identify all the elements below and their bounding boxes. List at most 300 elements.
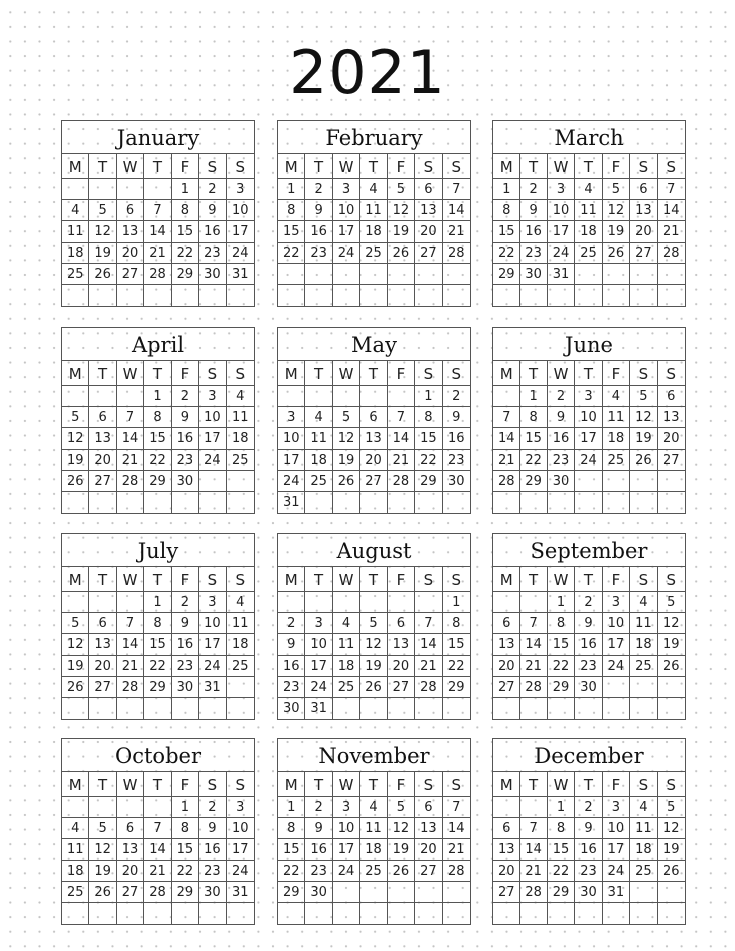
empty-cell [575, 903, 602, 924]
day-cell: 1 [278, 179, 305, 200]
empty-cell [227, 471, 254, 492]
day-cell: 27 [415, 243, 442, 264]
day-cell: 2 [575, 592, 602, 613]
weekday-header: W [548, 567, 575, 592]
day-cell: 3 [603, 797, 630, 818]
empty-cell [630, 471, 657, 492]
day-cell: 3 [333, 179, 360, 200]
empty-cell [603, 698, 630, 719]
empty-cell [144, 179, 171, 200]
day-cell: 16 [199, 839, 226, 860]
weekday-header: F [388, 361, 415, 386]
day-cell: 15 [415, 428, 442, 449]
empty-cell [360, 698, 387, 719]
day-cell: 18 [603, 428, 630, 449]
empty-cell [199, 903, 226, 924]
day-cell: 29 [415, 471, 442, 492]
month-grid [278, 567, 470, 719]
empty-cell [117, 903, 144, 924]
month-name: March [493, 121, 685, 154]
day-cell: 24 [548, 243, 575, 264]
weekday-header: S [630, 772, 657, 797]
day-cell: 24 [603, 656, 630, 677]
day-cell: 6 [415, 179, 442, 200]
day-cell: 9 [199, 818, 226, 839]
day-cell: 23 [278, 677, 305, 698]
weekday-header: T [520, 772, 547, 797]
month-grid [493, 567, 685, 719]
day-cell: 28 [520, 677, 547, 698]
day-cell: 26 [658, 861, 685, 882]
empty-cell [360, 285, 387, 306]
day-cell: 2 [443, 386, 470, 407]
day-cell: 26 [388, 243, 415, 264]
weekday-header: W [333, 361, 360, 386]
day-cell: 5 [658, 592, 685, 613]
day-cell: 4 [360, 179, 387, 200]
day-cell: 9 [443, 407, 470, 428]
month-name: July [62, 534, 254, 567]
empty-cell [443, 492, 470, 513]
day-cell: 12 [62, 634, 89, 655]
empty-cell [520, 797, 547, 818]
empty-cell [415, 592, 442, 613]
empty-cell [603, 471, 630, 492]
empty-cell [227, 492, 254, 513]
day-cell: 19 [333, 450, 360, 471]
day-cell: 6 [117, 200, 144, 221]
month-name: May [278, 328, 470, 361]
day-cell: 4 [630, 797, 657, 818]
day-cell: 29 [172, 882, 199, 903]
day-cell: 20 [117, 243, 144, 264]
day-cell: 27 [388, 677, 415, 698]
empty-cell [199, 471, 226, 492]
empty-cell [520, 592, 547, 613]
day-cell: 8 [493, 200, 520, 221]
day-cell: 13 [658, 407, 685, 428]
day-cell: 6 [89, 613, 116, 634]
day-cell: 26 [388, 861, 415, 882]
day-cell: 10 [199, 407, 226, 428]
day-cell: 1 [520, 386, 547, 407]
day-cell: 10 [603, 613, 630, 634]
day-cell: 12 [333, 428, 360, 449]
day-cell: 7 [443, 797, 470, 818]
empty-cell [603, 285, 630, 306]
day-cell: 25 [227, 450, 254, 471]
day-cell: 25 [630, 656, 657, 677]
day-cell: 11 [227, 407, 254, 428]
weekday-header: W [117, 154, 144, 179]
day-cell: 8 [172, 200, 199, 221]
empty-cell [630, 882, 657, 903]
day-cell: 24 [603, 861, 630, 882]
empty-cell [360, 882, 387, 903]
weekday-header: T [89, 567, 116, 592]
empty-cell [62, 285, 89, 306]
month-december [492, 738, 686, 925]
day-cell: 21 [443, 221, 470, 242]
empty-cell [658, 677, 685, 698]
day-cell: 1 [172, 179, 199, 200]
day-cell: 17 [575, 428, 602, 449]
day-cell: 18 [305, 450, 332, 471]
day-cell: 17 [333, 221, 360, 242]
day-cell: 23 [199, 243, 226, 264]
empty-cell [415, 698, 442, 719]
day-cell: 19 [603, 221, 630, 242]
day-cell: 29 [144, 677, 171, 698]
day-cell: 9 [305, 200, 332, 221]
empty-cell [278, 285, 305, 306]
month-may [277, 327, 471, 514]
day-cell: 2 [305, 797, 332, 818]
empty-cell [415, 285, 442, 306]
empty-cell [520, 285, 547, 306]
day-cell: 27 [658, 450, 685, 471]
day-cell: 18 [333, 656, 360, 677]
day-cell: 2 [305, 179, 332, 200]
day-cell: 19 [388, 839, 415, 860]
day-cell: 14 [117, 428, 144, 449]
day-cell: 20 [89, 656, 116, 677]
day-cell: 27 [493, 882, 520, 903]
day-cell: 15 [443, 634, 470, 655]
day-cell: 16 [172, 634, 199, 655]
empty-cell [360, 903, 387, 924]
day-cell: 19 [658, 634, 685, 655]
empty-cell [227, 677, 254, 698]
day-cell: 11 [62, 221, 89, 242]
day-cell: 8 [278, 200, 305, 221]
day-cell: 24 [227, 243, 254, 264]
weekday-header: S [415, 154, 442, 179]
day-cell: 16 [443, 428, 470, 449]
empty-cell [305, 592, 332, 613]
month-grid [493, 361, 685, 513]
day-cell: 30 [172, 471, 199, 492]
empty-cell [658, 882, 685, 903]
day-cell: 30 [199, 882, 226, 903]
day-cell: 6 [89, 407, 116, 428]
empty-cell [658, 471, 685, 492]
day-cell: 18 [62, 243, 89, 264]
day-cell: 10 [199, 613, 226, 634]
day-cell: 22 [443, 656, 470, 677]
day-cell: 18 [227, 428, 254, 449]
day-cell: 8 [548, 818, 575, 839]
weekday-header: S [658, 567, 685, 592]
empty-cell [117, 285, 144, 306]
empty-cell [388, 698, 415, 719]
weekday-header: T [520, 154, 547, 179]
weekday-header: T [144, 361, 171, 386]
weekday-header: M [278, 361, 305, 386]
day-cell: 30 [575, 882, 602, 903]
day-cell: 14 [493, 428, 520, 449]
weekday-header: M [493, 154, 520, 179]
weekday-header: T [89, 361, 116, 386]
empty-cell [117, 492, 144, 513]
day-cell: 24 [278, 471, 305, 492]
month-june [492, 327, 686, 514]
empty-cell [199, 492, 226, 513]
empty-cell [333, 264, 360, 285]
day-cell: 2 [548, 386, 575, 407]
day-cell: 5 [630, 386, 657, 407]
day-cell: 27 [630, 243, 657, 264]
day-cell: 29 [520, 471, 547, 492]
empty-cell [388, 882, 415, 903]
day-cell: 15 [493, 221, 520, 242]
empty-cell [89, 386, 116, 407]
weekday-header: M [493, 772, 520, 797]
day-cell: 20 [89, 450, 116, 471]
day-cell: 22 [493, 243, 520, 264]
day-cell: 24 [199, 450, 226, 471]
day-cell: 6 [658, 386, 685, 407]
weekday-header: W [548, 154, 575, 179]
weekday-header: S [415, 361, 442, 386]
day-cell: 18 [630, 839, 657, 860]
month-february [277, 120, 471, 307]
day-cell: 10 [305, 634, 332, 655]
empty-cell [199, 285, 226, 306]
day-cell: 23 [548, 450, 575, 471]
day-cell: 6 [117, 818, 144, 839]
empty-cell [333, 903, 360, 924]
day-cell: 8 [144, 407, 171, 428]
day-cell: 27 [360, 471, 387, 492]
day-cell: 25 [360, 861, 387, 882]
day-cell: 30 [575, 677, 602, 698]
empty-cell [630, 677, 657, 698]
day-cell: 17 [603, 634, 630, 655]
day-cell: 3 [333, 797, 360, 818]
day-cell: 3 [305, 613, 332, 634]
day-cell: 5 [62, 613, 89, 634]
day-cell: 7 [520, 818, 547, 839]
empty-cell [443, 882, 470, 903]
day-cell: 31 [227, 882, 254, 903]
weekday-header: T [305, 154, 332, 179]
empty-cell [493, 386, 520, 407]
day-cell: 13 [360, 428, 387, 449]
day-cell: 4 [575, 179, 602, 200]
empty-cell [493, 592, 520, 613]
day-cell: 16 [575, 839, 602, 860]
empty-cell [630, 492, 657, 513]
day-cell: 23 [305, 861, 332, 882]
empty-cell [117, 698, 144, 719]
day-cell: 5 [333, 407, 360, 428]
day-cell: 13 [415, 200, 442, 221]
weekday-header: T [305, 567, 332, 592]
weekday-header: M [493, 567, 520, 592]
day-cell: 29 [493, 264, 520, 285]
day-cell: 26 [360, 677, 387, 698]
month-grid [278, 772, 470, 924]
day-cell: 11 [603, 407, 630, 428]
empty-cell [144, 797, 171, 818]
empty-cell [520, 492, 547, 513]
day-cell: 28 [144, 882, 171, 903]
day-cell: 12 [388, 818, 415, 839]
weekday-header: T [144, 154, 171, 179]
day-cell: 24 [199, 656, 226, 677]
day-cell: 20 [415, 839, 442, 860]
day-cell: 25 [62, 882, 89, 903]
day-cell: 5 [360, 613, 387, 634]
empty-cell [548, 903, 575, 924]
day-cell: 9 [172, 613, 199, 634]
empty-cell [62, 179, 89, 200]
empty-cell [603, 264, 630, 285]
empty-cell [520, 903, 547, 924]
day-cell: 24 [305, 677, 332, 698]
day-cell: 16 [305, 221, 332, 242]
empty-cell [227, 903, 254, 924]
day-cell: 16 [278, 656, 305, 677]
day-cell: 2 [172, 592, 199, 613]
weekday-header: M [62, 772, 89, 797]
day-cell: 3 [603, 592, 630, 613]
day-cell: 28 [443, 861, 470, 882]
weekday-header: M [62, 567, 89, 592]
day-cell: 13 [388, 634, 415, 655]
day-cell: 4 [227, 592, 254, 613]
weekday-header: F [603, 567, 630, 592]
day-cell: 9 [548, 407, 575, 428]
month-september [492, 533, 686, 720]
day-cell: 24 [333, 243, 360, 264]
empty-cell [548, 492, 575, 513]
day-cell: 11 [227, 613, 254, 634]
day-cell: 17 [603, 839, 630, 860]
empty-cell [630, 264, 657, 285]
day-cell: 9 [199, 200, 226, 221]
weekday-header: T [575, 154, 602, 179]
empty-cell [388, 592, 415, 613]
day-cell: 2 [278, 613, 305, 634]
weekday-header: T [520, 567, 547, 592]
day-cell: 7 [520, 613, 547, 634]
day-cell: 12 [360, 634, 387, 655]
day-cell: 28 [144, 264, 171, 285]
day-cell: 15 [520, 428, 547, 449]
day-cell: 19 [360, 656, 387, 677]
day-cell: 15 [278, 221, 305, 242]
empty-cell [443, 264, 470, 285]
day-cell: 7 [388, 407, 415, 428]
day-cell: 12 [658, 818, 685, 839]
day-cell: 20 [117, 861, 144, 882]
day-cell: 3 [199, 386, 226, 407]
day-cell: 19 [89, 243, 116, 264]
day-cell: 10 [603, 818, 630, 839]
day-cell: 4 [62, 200, 89, 221]
day-cell: 3 [199, 592, 226, 613]
empty-cell [62, 592, 89, 613]
weekday-header: S [415, 567, 442, 592]
day-cell: 1 [493, 179, 520, 200]
day-cell: 5 [89, 200, 116, 221]
day-cell: 14 [415, 634, 442, 655]
day-cell: 21 [520, 861, 547, 882]
empty-cell [89, 797, 116, 818]
day-cell: 16 [575, 634, 602, 655]
day-cell: 26 [333, 471, 360, 492]
day-cell: 4 [305, 407, 332, 428]
month-name: April [62, 328, 254, 361]
day-cell: 11 [333, 634, 360, 655]
day-cell: 31 [199, 677, 226, 698]
empty-cell [493, 285, 520, 306]
month-name: February [278, 121, 470, 154]
day-cell: 25 [575, 243, 602, 264]
empty-cell [89, 903, 116, 924]
day-cell: 4 [333, 613, 360, 634]
weekday-header: T [575, 361, 602, 386]
weekday-header: W [333, 772, 360, 797]
empty-cell [658, 264, 685, 285]
day-cell: 8 [144, 613, 171, 634]
weekday-header: S [658, 361, 685, 386]
day-cell: 9 [520, 200, 547, 221]
day-cell: 22 [548, 656, 575, 677]
day-cell: 27 [89, 471, 116, 492]
day-cell: 4 [630, 592, 657, 613]
day-cell: 20 [658, 428, 685, 449]
day-cell: 2 [520, 179, 547, 200]
year-title: 2021 [289, 38, 446, 108]
empty-cell [493, 492, 520, 513]
day-cell: 14 [658, 200, 685, 221]
day-cell: 7 [144, 200, 171, 221]
day-cell: 29 [548, 677, 575, 698]
empty-cell [658, 698, 685, 719]
empty-cell [305, 903, 332, 924]
day-cell: 29 [144, 471, 171, 492]
day-cell: 25 [227, 656, 254, 677]
day-cell: 26 [630, 450, 657, 471]
empty-cell [117, 179, 144, 200]
day-cell: 29 [172, 264, 199, 285]
empty-cell [658, 903, 685, 924]
day-cell: 12 [603, 200, 630, 221]
empty-cell [278, 264, 305, 285]
day-cell: 14 [520, 839, 547, 860]
day-cell: 11 [360, 818, 387, 839]
day-cell: 12 [89, 221, 116, 242]
weekday-header: F [172, 361, 199, 386]
day-cell: 31 [305, 698, 332, 719]
weekday-header: S [227, 154, 254, 179]
day-cell: 1 [415, 386, 442, 407]
day-cell: 14 [144, 221, 171, 242]
empty-cell [575, 471, 602, 492]
day-cell: 14 [117, 634, 144, 655]
day-cell: 28 [117, 471, 144, 492]
day-cell: 9 [305, 818, 332, 839]
weekday-header: W [333, 567, 360, 592]
day-cell: 27 [117, 882, 144, 903]
day-cell: 19 [62, 450, 89, 471]
day-cell: 29 [443, 677, 470, 698]
empty-cell [360, 386, 387, 407]
day-cell: 22 [172, 861, 199, 882]
